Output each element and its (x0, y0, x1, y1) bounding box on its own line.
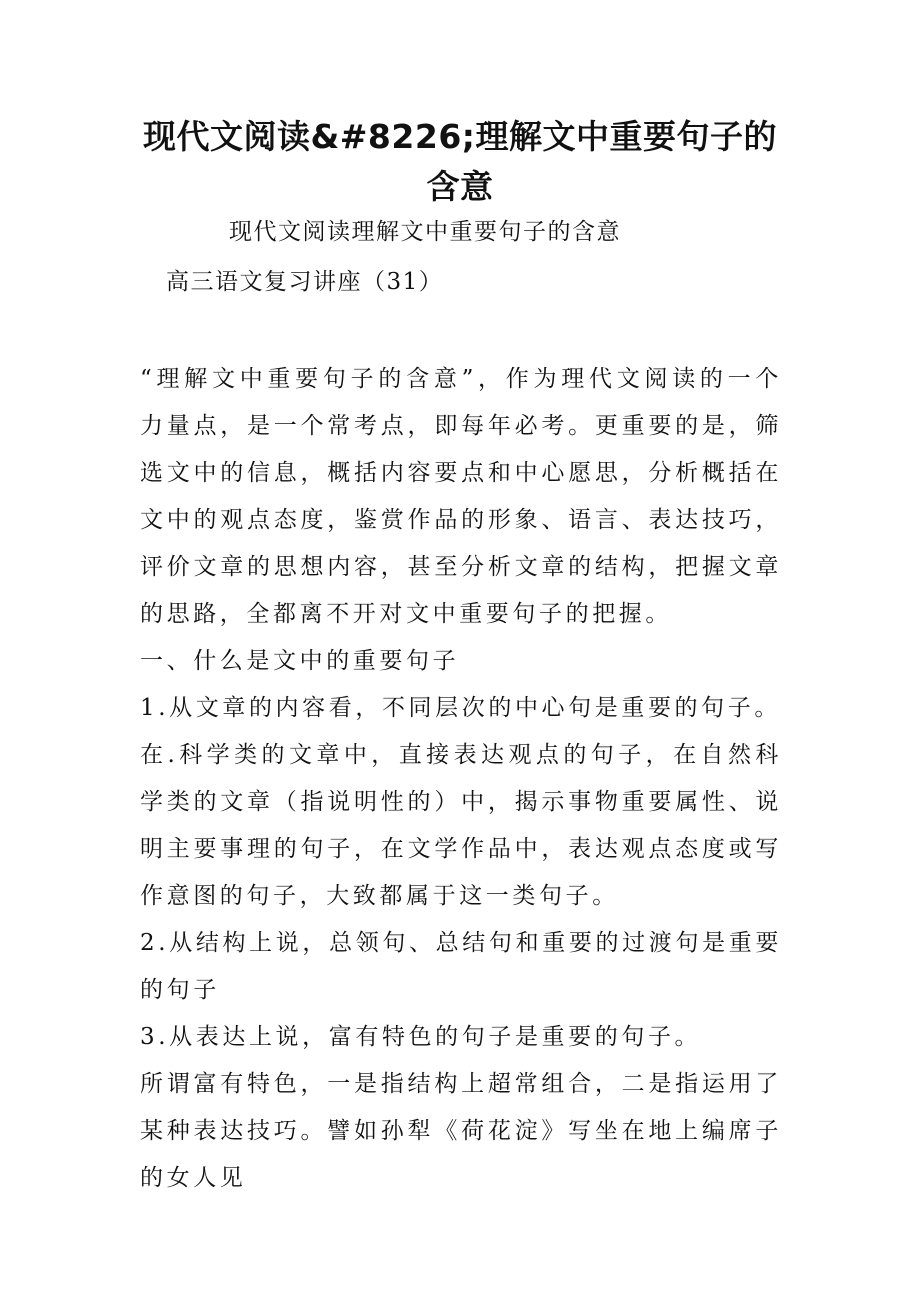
lecture-label: 高三语文复习讲座（31） (166, 269, 444, 295)
point-one: 1.从文章的内容看，不同层次的中心句是重要的句子。 (140, 695, 781, 721)
point-two: 2.从结构上说，总领句、总结句和重要的过渡句是重要的句子 (140, 930, 782, 1003)
point-three: 3.从表达上说，富有特色的句子是重要的句子。 (140, 1024, 702, 1050)
document-subtitle: 现代文阅读理解文中重要句子的含意 (229, 219, 621, 245)
paragraph-point-one-detail: 在.科学类的文章中，直接表达观点的句子，在自然科学类的文章（指说明性的）中，揭示事物重要属性、说明主要事理的句子，在文学作品中，表达观点态度或写作意图的句子，大致都属于这一类句子。 (140, 742, 782, 909)
document-title: 现代文阅读&#8226;理解文中重要句子的含意 (143, 117, 777, 206)
section-heading-one: 一、什么是文中的重要句子 (140, 648, 460, 674)
paragraph-point-three-detail: 所谓富有特色，一是指结构上超常组合，二是指运用了某种表达技巧。譬如孙犁《荷花淀》写坐在地上编席子的女人见 (140, 1071, 782, 1191)
document-body (140, 356, 782, 1202)
paragraph-intro: “理解文中重要句子的含意”，作为理代文阅读的一个力量点，是一个常考点，即每年必考。更重要的是，筛选文中的信息，概括内容要点和中心愿思，分析概括在文中的观点态度，鉴赏作品的形象、语言、表达技巧，评价文章的思想内容，甚至分析文章的结构，把握文章的思路，全都离不开对文中重要句子的把握。 (140, 366, 782, 627)
